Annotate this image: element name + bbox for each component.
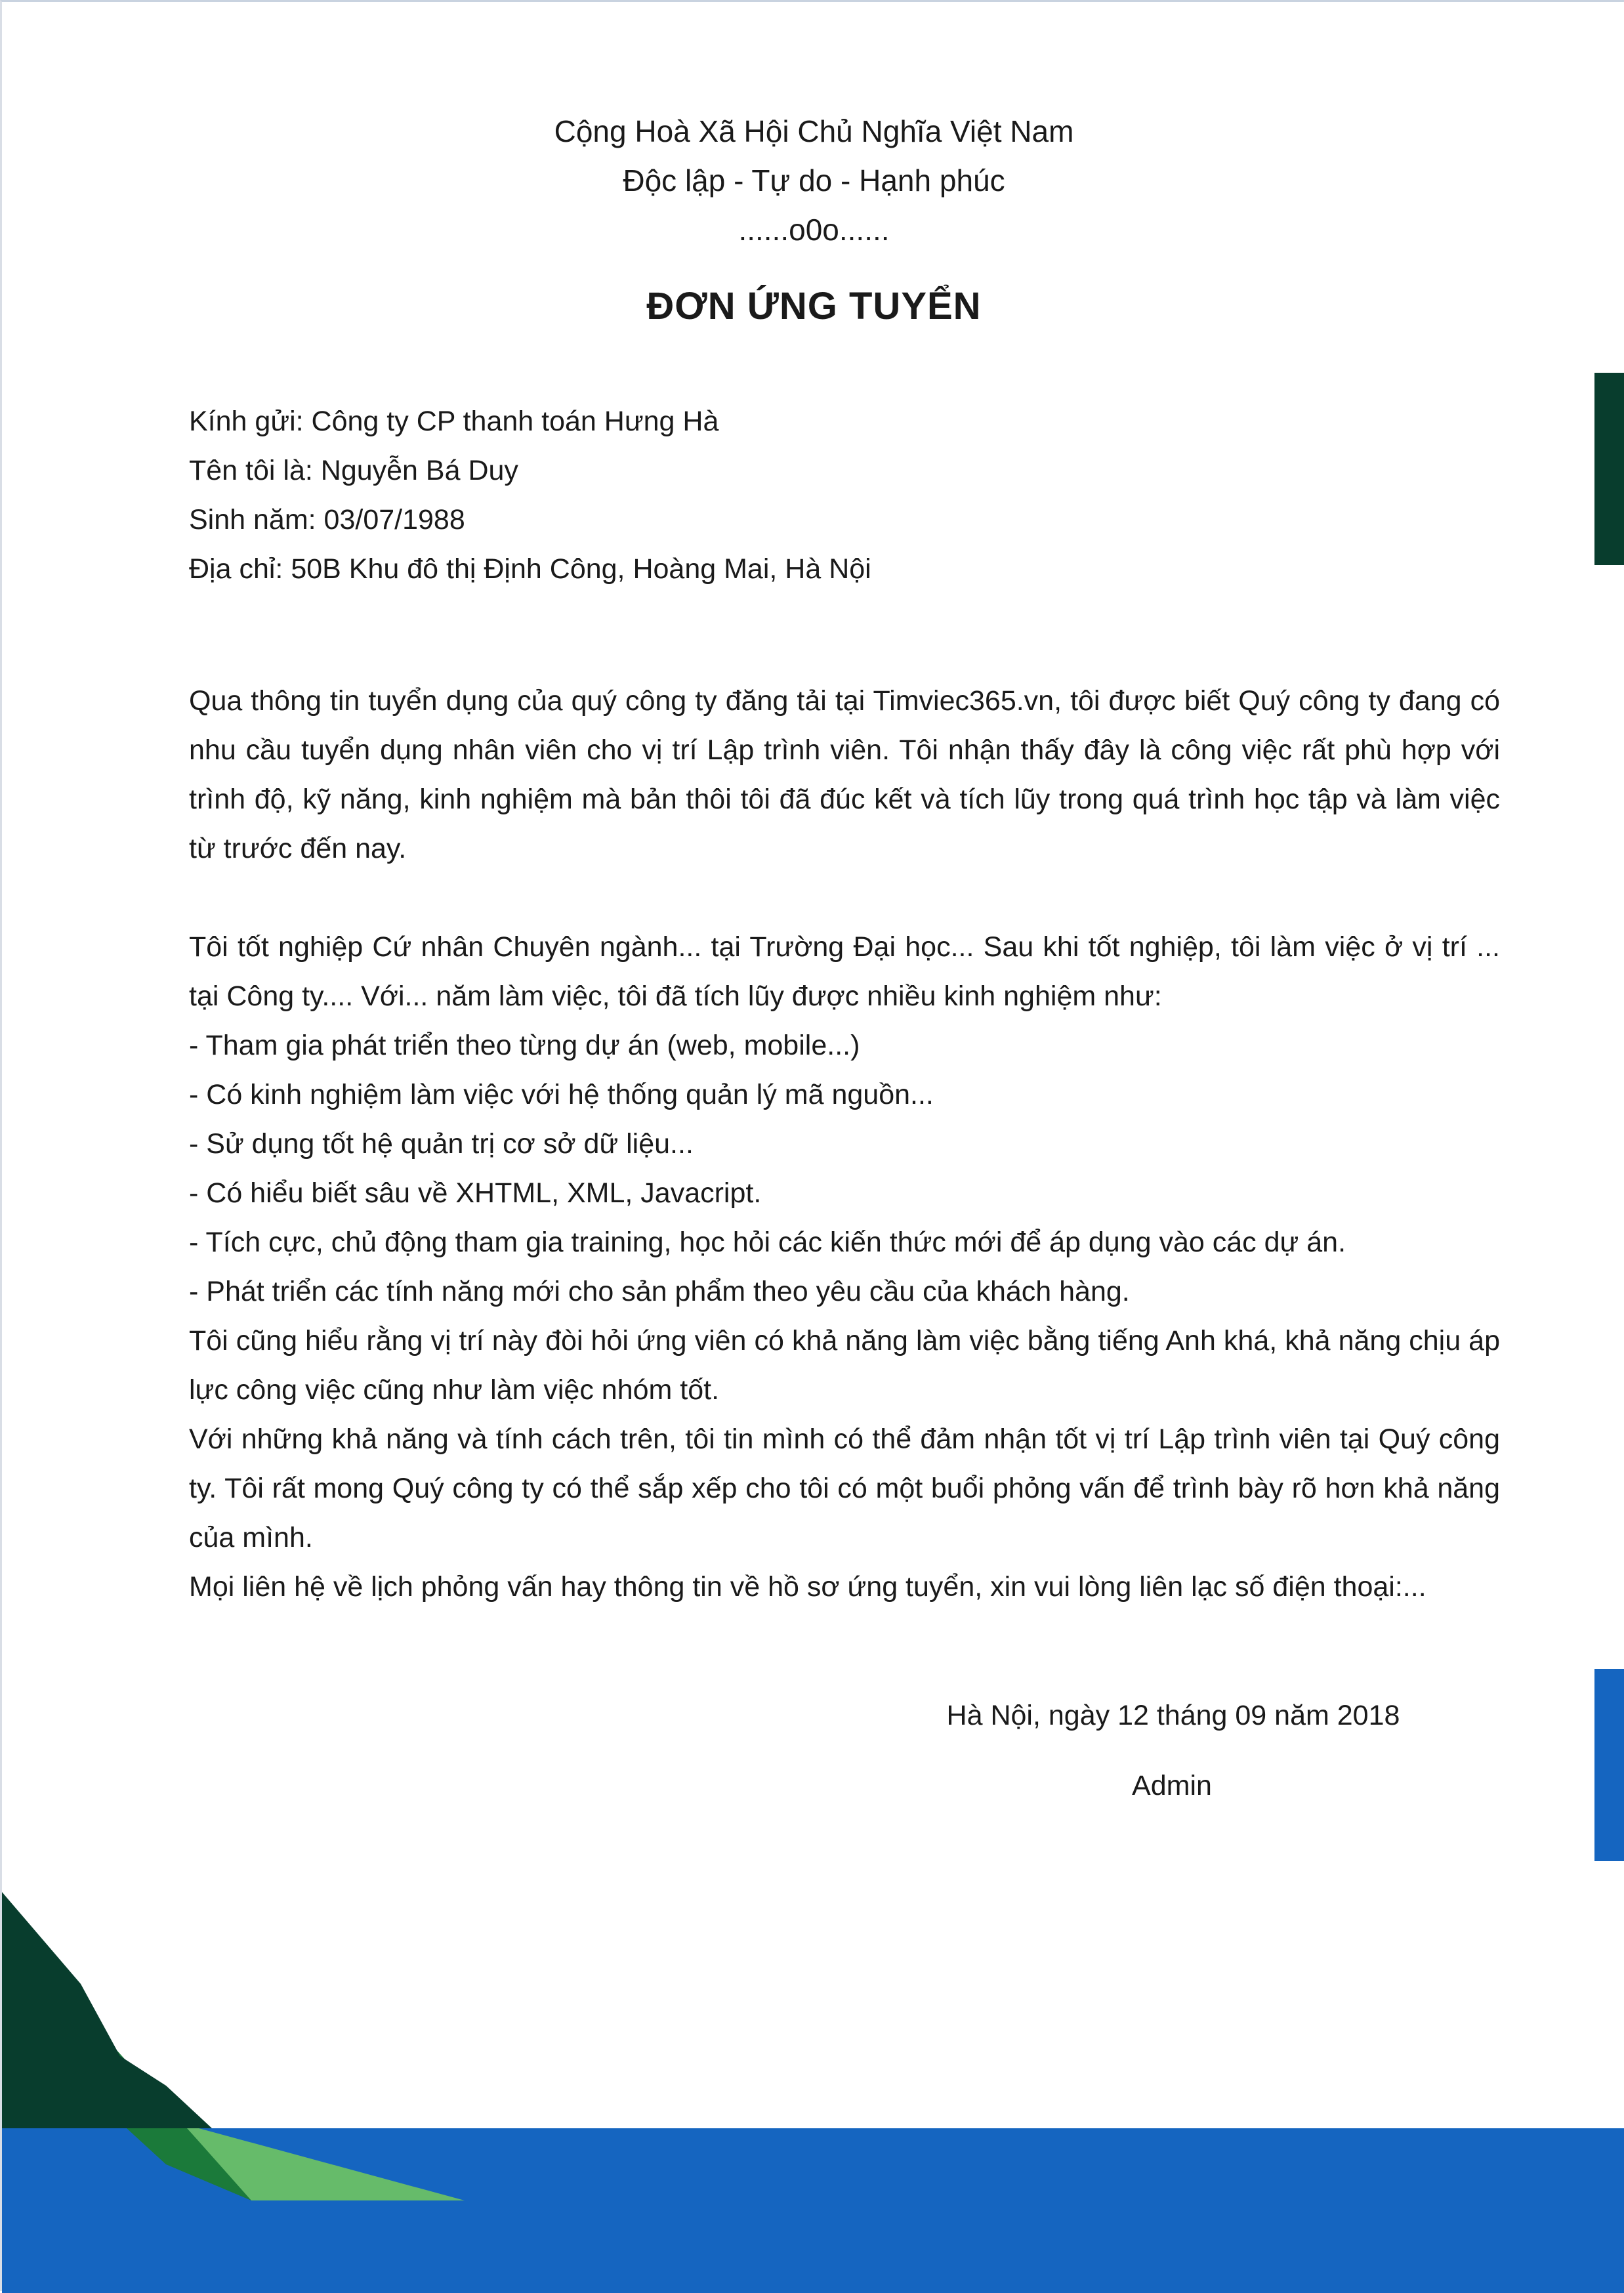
paragraph-gap [189,873,1500,923]
contact-paragraph: Mọi liên hệ về lịch phỏng vấn hay thông tin về hồ sơ ứng tuyển, xin vui lòng liên lạc số điện thoại:... [189,1571,1426,1603]
experience-item: - Có kinh nghiệm làm việc với hệ thống quản lý mã nguồn... [189,1079,934,1110]
signature-date: Hà Nội, ngày 12 tháng 09 năm 2018 [946,1700,1400,1731]
experience-item: - Sử dụng tốt hệ quản trị cơ sở dữ liệu... [189,1128,694,1160]
header-separator: ......o0o...... [738,213,890,247]
footer-dark-green-shape [2,1892,212,2128]
applicant-info [189,397,1500,594]
signature-name: Admin [1132,1770,1212,1801]
name-line: Tên tôi là: Nguyễn Bá Duy [189,455,518,486]
footer-decoration [2,1866,1624,2293]
experience-item: - Tích cực, chủ động tham gia training, học hỏi các kiến thức mới để áp dụng vào các dự án. [189,1227,1346,1258]
intro-paragraph: Qua thông tin tuyển dụng của quý công ty đăng tải tại Timviec365.vn, tôi được biết Quý công ty đang có nhu cầu tuyển dụng nhân viên cho vị trí Lập trình viên. Tôi nhận thấy đây là công việc rất phù hợp với trình độ, kỹ năng, kinh nghiệm mà bản thôi tôi đã đúc kết và tích lũy trong quá trình học tập và làm việc từ trước đến nay. [189,685,1500,864]
experience-item: - Có hiểu biết sâu về XHTML, XML, Javacript. [189,1177,762,1209]
side-accent-green [1594,373,1624,565]
experience-item: - Tham gia phát triển theo từng dự án (web, mobile...) [189,1030,860,1061]
requirements-paragraph: Tôi cũng hiểu rằng vị trí này đòi hỏi ứng viên có khả năng làm việc bằng tiếng Anh khá, khả năng chịu áp lực công việc cũng như làm việc nhóm tốt. [189,1325,1500,1406]
letter-body [189,677,1500,1612]
side-accent-blue [1594,1669,1624,1861]
document-title: ĐƠN ỨNG TUYỂN [646,285,982,327]
birth-line: Sinh năm: 03/07/1988 [189,504,465,536]
closing-paragraph: Với những khả năng và tính cách trên, tôi tin mình có thể đảm nhận tốt vị trí Lập trình viên tại Quý công ty. Tôi rất mong Quý công ty có thể sắp xếp cho tôi có một buổi phỏng vấn để trình bày rõ hơn khả năng của mình. [189,1423,1500,1553]
national-motto-line1: Cộng Hoà Xã Hội Chủ Nghĩa Việt Nam [554,114,1074,148]
national-header [2,107,1624,255]
address-line: Địa chỉ: 50B Khu đô thị Định Công, Hoàng Mai, Hà Nội [189,553,871,585]
national-motto-line2: Độc lập - Tự do - Hạnh phúc [623,163,1005,198]
recipient-line: Kính gửi: Công ty CP thanh toán Hưng Hà [189,406,719,437]
education-paragraph: Tôi tốt nghiệp Cứ nhân Chuyên ngành... tại Trường Đại học... Sau khi tốt nghiệp, tôi làm việc ở vị trí ... tại Công ty.... Với... năm làm việc, tôi đã tích lũy được nhiều kinh nghiệm như: [189,931,1500,1012]
experience-item: - Phát triển các tính năng mới cho sản phẩm theo yêu cầu của khách hàng. [189,1276,1130,1307]
